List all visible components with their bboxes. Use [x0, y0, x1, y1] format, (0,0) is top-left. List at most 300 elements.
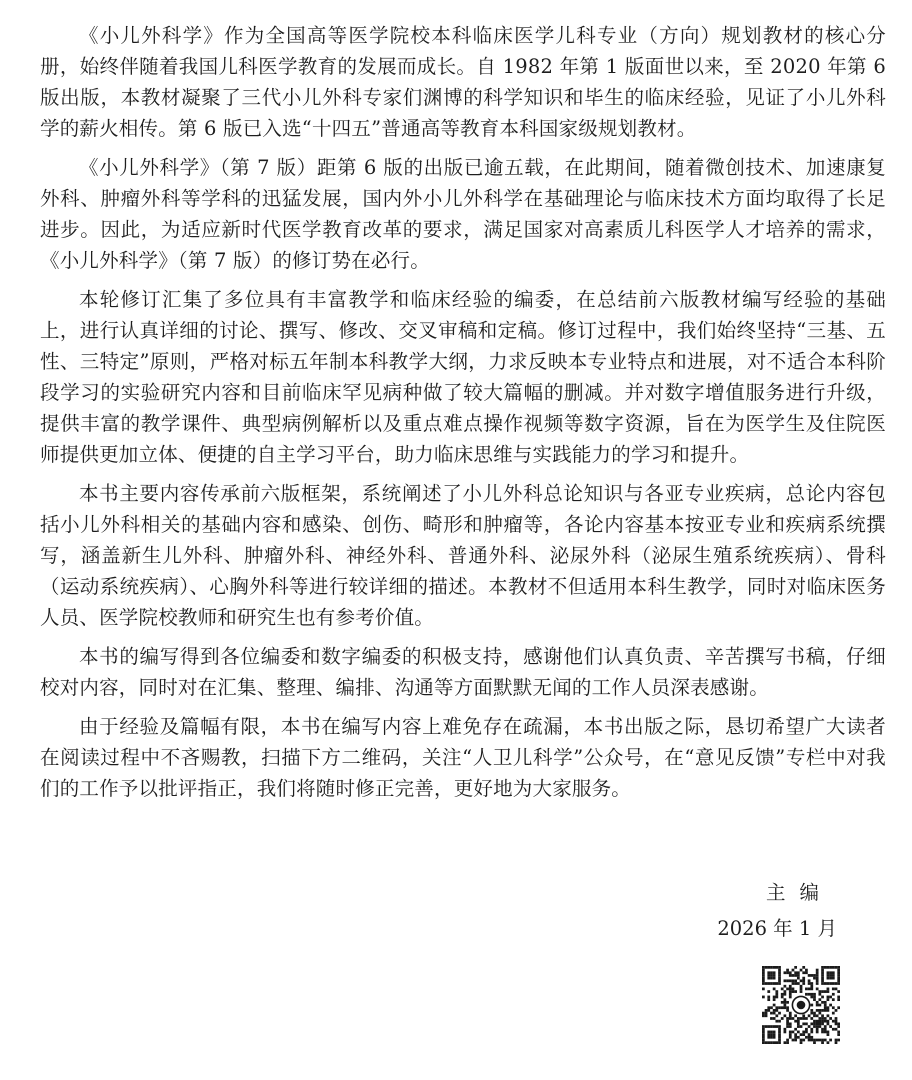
- qr-module: [767, 977, 770, 980]
- qr-module: [832, 966, 835, 969]
- qr-module: [824, 1009, 827, 1012]
- qr-module: [816, 971, 819, 974]
- qr-module: [829, 1017, 832, 1020]
- qr-module: [813, 996, 816, 999]
- qr-module: [778, 1031, 781, 1034]
- qr-module: [789, 993, 792, 996]
- qr-module: [786, 1041, 789, 1044]
- preface-paragraph-4: 本书主要内容传承前六版框架，系统阐述了小儿外科总论知识与各亚专业疾病，总论内容包括小儿外科相关的基础内容和感染、创伤、畸形和肿瘤等，各论内容基本按亚专业和疾病系统撰写，涵盖新生儿外科、肿瘤外科、神经外科、普通外科、泌尿外科（泌尿生殖系统疾病）、骨科（运动系统疾病）、心胸外科等进行较详细的描述。本教材不但适用本科生教学，同时对临床医务人员、医学院校教师和研究生也有参考价值。: [40, 482, 886, 629]
- qr-module: [827, 974, 830, 977]
- qr-module: [837, 1039, 840, 1042]
- qr-module: [827, 977, 830, 980]
- qr-module: [832, 982, 835, 985]
- qr-module: [832, 998, 835, 1001]
- qr-module: [762, 1036, 765, 1039]
- qr-module: [821, 1009, 824, 1012]
- qr-module: [778, 974, 781, 977]
- qr-module: [775, 966, 778, 969]
- qr-module: [794, 1039, 797, 1042]
- qr-module: [789, 1033, 792, 1036]
- qr-module: [813, 998, 816, 1001]
- preface-paragraph-6: 由于经验及篇幅有限，本书在编写内容上难免存在疏漏，本书出版之际，恳切希望广大读者在阅读过程中不吝赐教，扫描下方二维码，关注“人卫儿科学”公众号，在“意见反馈”专栏中对我们的工作予以批评指正，我们将随时修正完善，更好地为大家服务。: [40, 715, 886, 800]
- qr-module: [767, 998, 770, 1001]
- qr-module: [821, 982, 824, 985]
- qr-module: [835, 1009, 838, 1012]
- qr-module: [775, 1006, 778, 1009]
- qr-module: [767, 982, 770, 985]
- qr-module: [767, 996, 770, 999]
- qr-module: [818, 990, 821, 993]
- qr-module: [778, 1012, 781, 1015]
- qr-module: [797, 977, 800, 980]
- qr-module: [789, 990, 792, 993]
- qr-module: [794, 1036, 797, 1039]
- qr-module: [824, 1001, 827, 1004]
- qr-module: [805, 1017, 808, 1020]
- qr-module: [837, 979, 840, 982]
- qr-module: [835, 988, 838, 991]
- qr-module: [827, 1020, 830, 1023]
- qr-module: [794, 982, 797, 985]
- qr-module: [773, 1004, 776, 1007]
- qr-module: [770, 977, 773, 980]
- qr-module: [837, 990, 840, 993]
- qr-module: [784, 985, 787, 988]
- qr-module: [829, 996, 832, 999]
- qr-module: [792, 1039, 795, 1042]
- qr-module: [762, 996, 765, 999]
- qr-module: [784, 1001, 787, 1004]
- qr-module: [770, 982, 773, 985]
- qr-module: [762, 979, 765, 982]
- qr-module: [821, 966, 824, 969]
- qr-module: [784, 1041, 787, 1044]
- qr-module: [835, 1017, 838, 1020]
- qr-module: [762, 988, 765, 991]
- signature-block: [637, 875, 837, 947]
- qr-module: [781, 1017, 784, 1020]
- qr-module: [813, 1014, 816, 1017]
- qr-module: [770, 1012, 773, 1015]
- qr-module: [762, 1012, 765, 1015]
- qr-module: [784, 993, 787, 996]
- qr-module: [786, 1009, 789, 1012]
- qr-module: [810, 1012, 813, 1015]
- qr-module: [775, 1041, 778, 1044]
- qr-module: [837, 974, 840, 977]
- qr-module: [765, 1014, 768, 1017]
- qr-module: [778, 969, 781, 972]
- qr-code-graphic: [762, 966, 840, 1044]
- qr-module: [802, 971, 805, 974]
- qr-module: [786, 1025, 789, 1028]
- qr-module: [789, 971, 792, 974]
- qr-module: [816, 969, 819, 972]
- qr-module: [762, 977, 765, 980]
- qr-module: [827, 971, 830, 974]
- qr-module: [818, 1020, 821, 1023]
- qr-module: [770, 1036, 773, 1039]
- qr-module: [794, 1020, 797, 1023]
- qr-module: [794, 990, 797, 993]
- qr-module: [810, 1009, 813, 1012]
- qr-module: [802, 1022, 805, 1025]
- qr-module: [810, 996, 813, 999]
- qr-module: [832, 977, 835, 980]
- qr-module: [778, 1039, 781, 1042]
- qr-module: [781, 993, 784, 996]
- qr-module: [805, 988, 808, 991]
- qr-module: [800, 985, 803, 988]
- qr-module: [808, 988, 811, 991]
- qr-module: [800, 988, 803, 991]
- qr-module: [800, 1041, 803, 1044]
- qr-module: [837, 1025, 840, 1028]
- signature-date: 2026 年 1 月: [717, 917, 837, 940]
- qr-module: [786, 979, 789, 982]
- preface-paragraph-3: 本轮修订汇集了多位具有丰富教学和临床经验的编委，在总结前六版教材编写经验的基础上，进行认真详细的讨论、撰写、修改、交叉审稿和定稿。修订过程中，我们始终坚持“三基、五性、三特定”原则，严格对标五年制本科教学大纲，力求反映本专业特点和进展，对不适合本科阶段学习的实验研究内容和目前临床罕见病种做了较大篇幅的删减。并对数字增值服务进行升级，提供丰富的教学课件、典型病例解析以及重点难点操作视频等数字资源，旨在为医学生及住院医师提供更加立体、便捷的自主学习平台，助力临床思维与实践能力的学习和提升。: [40, 288, 886, 466]
- qr-module: [810, 1028, 813, 1031]
- qr-module: [789, 985, 792, 988]
- qr-module: [775, 993, 778, 996]
- qr-module: [835, 1020, 838, 1023]
- qr-module: [813, 1039, 816, 1042]
- qr-module: [827, 988, 830, 991]
- qr-module: [816, 1031, 819, 1034]
- qr-module: [813, 1025, 816, 1028]
- qr-module: [816, 1025, 819, 1028]
- qr-module: [797, 1025, 800, 1028]
- qr-module: [810, 1039, 813, 1042]
- qr-module: [775, 996, 778, 999]
- qr-module: [797, 1022, 800, 1025]
- qr-module: [818, 1039, 821, 1042]
- qr-module: [778, 1025, 781, 1028]
- qr-module: [778, 1033, 781, 1036]
- qr-module: [781, 1001, 784, 1004]
- qr-module: [775, 990, 778, 993]
- qr-module: [821, 1014, 824, 1017]
- qr-module: [827, 1014, 830, 1017]
- qr-module: [837, 1006, 840, 1009]
- qr-module: [800, 1017, 803, 1020]
- qr-code-icon[interactable]: [762, 966, 840, 1044]
- qr-module: [808, 1033, 811, 1036]
- qr-module: [797, 971, 800, 974]
- qr-module: [786, 1006, 789, 1009]
- qr-module: [770, 1025, 773, 1028]
- qr-module: [770, 1033, 773, 1036]
- qr-module: [792, 982, 795, 985]
- qr-module: [808, 979, 811, 982]
- qr-module: [802, 982, 805, 985]
- qr-module: [794, 1028, 797, 1031]
- qr-module: [813, 1022, 816, 1025]
- qr-module: [824, 1039, 827, 1042]
- qr-module: [829, 1004, 832, 1007]
- qr-module: [808, 1039, 811, 1042]
- qr-module: [816, 1022, 819, 1025]
- qr-module: [810, 1004, 813, 1007]
- qr-module: [794, 1033, 797, 1036]
- qr-module: [800, 969, 803, 972]
- qr-module: [762, 966, 765, 969]
- qr-module: [773, 971, 776, 974]
- qr-module: [821, 996, 824, 999]
- qr-module: [773, 1041, 776, 1044]
- preface-paragraph-2: 《小儿外科学》（第 7 版）距第 6 版的出版已逾五载，在此期间，随着微创技术、加速康复外科、肿瘤外科等学科的迅猛发展，国内外小儿外科学在基础理论与临床技术方面均取得了长足进步。因此，为适应新时代医学教育改革的要求，满足国家对高素质儿科医学人才培养的需求，《小儿外科学》（第 7 版）的修订势在必行。: [40, 156, 886, 272]
- qr-module: [800, 1033, 803, 1036]
- qr-module: [765, 982, 768, 985]
- qr-module: [770, 1017, 773, 1020]
- qr-module: [762, 974, 765, 977]
- qr-module: [827, 966, 830, 969]
- qr-module: [816, 988, 819, 991]
- qr-module: [808, 974, 811, 977]
- qr-module: [778, 979, 781, 982]
- qr-module: [786, 1017, 789, 1020]
- qr-module: [829, 974, 832, 977]
- qr-module: [821, 1001, 824, 1004]
- qr-module: [765, 1025, 768, 1028]
- qr-module: [789, 979, 792, 982]
- qr-module: [778, 1006, 781, 1009]
- qr-module: [829, 971, 832, 974]
- qr-module: [797, 1036, 800, 1039]
- qr-module: [781, 988, 784, 991]
- qr-module: [784, 979, 787, 982]
- qr-module: [805, 1031, 808, 1034]
- qr-module: [778, 977, 781, 980]
- qr-module: [794, 1014, 797, 1017]
- qr-module: [778, 1041, 781, 1044]
- qr-module: [816, 1020, 819, 1023]
- qr-module: [789, 1014, 792, 1017]
- qr-module: [800, 1025, 803, 1028]
- qr-module: [767, 974, 770, 977]
- qr-module: [762, 1031, 765, 1034]
- qr-module: [824, 1006, 827, 1009]
- qr-module: [778, 1028, 781, 1031]
- qr-module: [784, 1014, 787, 1017]
- qr-module: [810, 1017, 813, 1020]
- qr-module: [816, 974, 819, 977]
- qr-module: [794, 966, 797, 969]
- qr-module: [832, 1006, 835, 1009]
- qr-module: [816, 1014, 819, 1017]
- qr-module: [792, 988, 795, 991]
- qr-module: [773, 977, 776, 980]
- qr-module: [770, 974, 773, 977]
- qr-module: [805, 1036, 808, 1039]
- qr-module: [832, 1028, 835, 1031]
- qr-module: [832, 993, 835, 996]
- qr-module: [816, 1001, 819, 1004]
- qr-module: [784, 1006, 787, 1009]
- qr-module: [827, 996, 830, 999]
- qr-module: [765, 1012, 768, 1015]
- qr-module: [808, 1036, 811, 1039]
- qr-module: [778, 982, 781, 985]
- qr-module: [818, 1025, 821, 1028]
- qr-module: [786, 1001, 789, 1004]
- qr-module: [775, 982, 778, 985]
- qr-module: [837, 982, 840, 985]
- qr-module: [818, 1017, 821, 1020]
- qr-module: [821, 990, 824, 993]
- qr-module: [762, 1014, 765, 1017]
- qr-module: [802, 977, 805, 980]
- qr-module: [775, 1014, 778, 1017]
- qr-module: [816, 1004, 819, 1007]
- qr-module: [767, 1036, 770, 1039]
- qr-module: [802, 1014, 805, 1017]
- qr-module: [765, 1041, 768, 1044]
- qr-module: [773, 982, 776, 985]
- preface-body: [40, 20, 886, 812]
- qr-module: [827, 1033, 830, 1036]
- qr-module: [786, 988, 789, 991]
- qr-module: [797, 1031, 800, 1034]
- qr-module: [837, 971, 840, 974]
- qr-module: [797, 1020, 800, 1023]
- qr-module: [767, 1006, 770, 1009]
- qr-module: [786, 1020, 789, 1023]
- qr-module: [816, 1028, 819, 1031]
- qr-module: [837, 1022, 840, 1025]
- qr-module: [786, 1022, 789, 1025]
- qr-module: [808, 1025, 811, 1028]
- qr-module: [835, 1039, 838, 1042]
- qr-module: [816, 1039, 819, 1042]
- qr-module: [794, 971, 797, 974]
- qr-module: [818, 1004, 821, 1007]
- qr-module: [770, 1031, 773, 1034]
- qr-module: [792, 969, 795, 972]
- qr-module: [775, 1009, 778, 1012]
- qr-module: [829, 1039, 832, 1042]
- qr-module: [762, 1025, 765, 1028]
- qr-module: [835, 966, 838, 969]
- qr-module: [762, 1028, 765, 1031]
- qr-module: [821, 1022, 824, 1025]
- qr-module: [810, 988, 813, 991]
- qr-module: [808, 982, 811, 985]
- qr-module: [810, 1022, 813, 1025]
- qr-module: [827, 990, 830, 993]
- qr-module: [789, 1031, 792, 1034]
- qr-module: [813, 974, 816, 977]
- qr-module: [813, 993, 816, 996]
- qr-module: [773, 1012, 776, 1015]
- qr-module: [824, 1028, 827, 1031]
- qr-module: [762, 1033, 765, 1036]
- qr-module: [837, 998, 840, 1001]
- qr-module: [767, 966, 770, 969]
- qr-module: [762, 982, 765, 985]
- qr-module: [802, 1033, 805, 1036]
- qr-module: [837, 1031, 840, 1034]
- qr-module: [797, 982, 800, 985]
- qr-module: [802, 966, 805, 969]
- qr-module: [821, 1020, 824, 1023]
- qr-module: [837, 1033, 840, 1036]
- qr-module: [802, 1017, 805, 1020]
- qr-module: [805, 993, 808, 996]
- qr-module: [789, 974, 792, 977]
- qr-module: [781, 1006, 784, 1009]
- qr-module: [818, 1012, 821, 1015]
- qr-module: [773, 1036, 776, 1039]
- qr-module: [808, 993, 811, 996]
- preface-paragraph-1: 《小儿外科学》作为全国高等医学院校本科临床医学儿科专业（方向）规划教材的核心分册，始终伴随着我国儿科医学教育的发展而成长。自 1982 年第 1 版面世以来，至 2020 年第 6 版出版，本教材凝聚了三代小儿外科专家们渊博的科学知识和毕生的临床经验，见证了小儿外科学的薪火相传。第 6 版已入选“十四五”普通高等教育本科国家级规划教材。: [40, 24, 886, 140]
- qr-module: [784, 990, 787, 993]
- qr-module: [762, 971, 765, 974]
- qr-module: [778, 966, 781, 969]
- qr-module: [824, 966, 827, 969]
- qr-module: [800, 990, 803, 993]
- qr-module: [821, 974, 824, 977]
- qr-module: [832, 974, 835, 977]
- qr-module: [832, 1012, 835, 1015]
- qr-module: [789, 1036, 792, 1039]
- qr-module: [810, 982, 813, 985]
- qr-module: [805, 971, 808, 974]
- qr-module: [805, 969, 808, 972]
- qr-module: [797, 1017, 800, 1020]
- qr-module: [770, 1041, 773, 1044]
- qr-module: [832, 1020, 835, 1023]
- qr-module: [773, 1017, 776, 1020]
- qr-module: [781, 996, 784, 999]
- qr-module: [821, 1017, 824, 1020]
- qr-module: [829, 1025, 832, 1028]
- qr-center-emblem-core: [797, 1001, 806, 1010]
- qr-module: [770, 1006, 773, 1009]
- qr-module: [829, 966, 832, 969]
- qr-module: [816, 982, 819, 985]
- qr-module: [824, 1031, 827, 1034]
- qr-module: [810, 1036, 813, 1039]
- qr-module: [824, 1020, 827, 1023]
- qr-module: [805, 1028, 808, 1031]
- qr-module: [813, 977, 816, 980]
- qr-module: [835, 982, 838, 985]
- qr-module: [784, 1028, 787, 1031]
- qr-module: [824, 982, 827, 985]
- qr-module: [837, 966, 840, 969]
- qr-module: [773, 996, 776, 999]
- qr-module: [832, 971, 835, 974]
- qr-module: [770, 966, 773, 969]
- qr-module: [770, 971, 773, 974]
- qr-module: [802, 979, 805, 982]
- qr-module: [832, 988, 835, 991]
- qr-module: [827, 982, 830, 985]
- qr-module: [821, 979, 824, 982]
- qr-module: [824, 1004, 827, 1007]
- qr-module: [837, 977, 840, 980]
- qr-module: [778, 1020, 781, 1023]
- qr-module: [816, 977, 819, 980]
- qr-module: [765, 966, 768, 969]
- qr-module: [818, 1022, 821, 1025]
- qr-module: [821, 969, 824, 972]
- qr-module: [821, 977, 824, 980]
- signature-role: 主编: [765, 881, 833, 904]
- preface-paragraph-5: 本书的编写得到各位编委和数字编委的积极支持，感谢他们认真负责、辛苦撰写书稿，仔细校对内容，同时对在汇集、整理、编排、沟通等方面默默无闻的工作人员深表感谢。: [40, 645, 886, 699]
- qr-module: [802, 1039, 805, 1042]
